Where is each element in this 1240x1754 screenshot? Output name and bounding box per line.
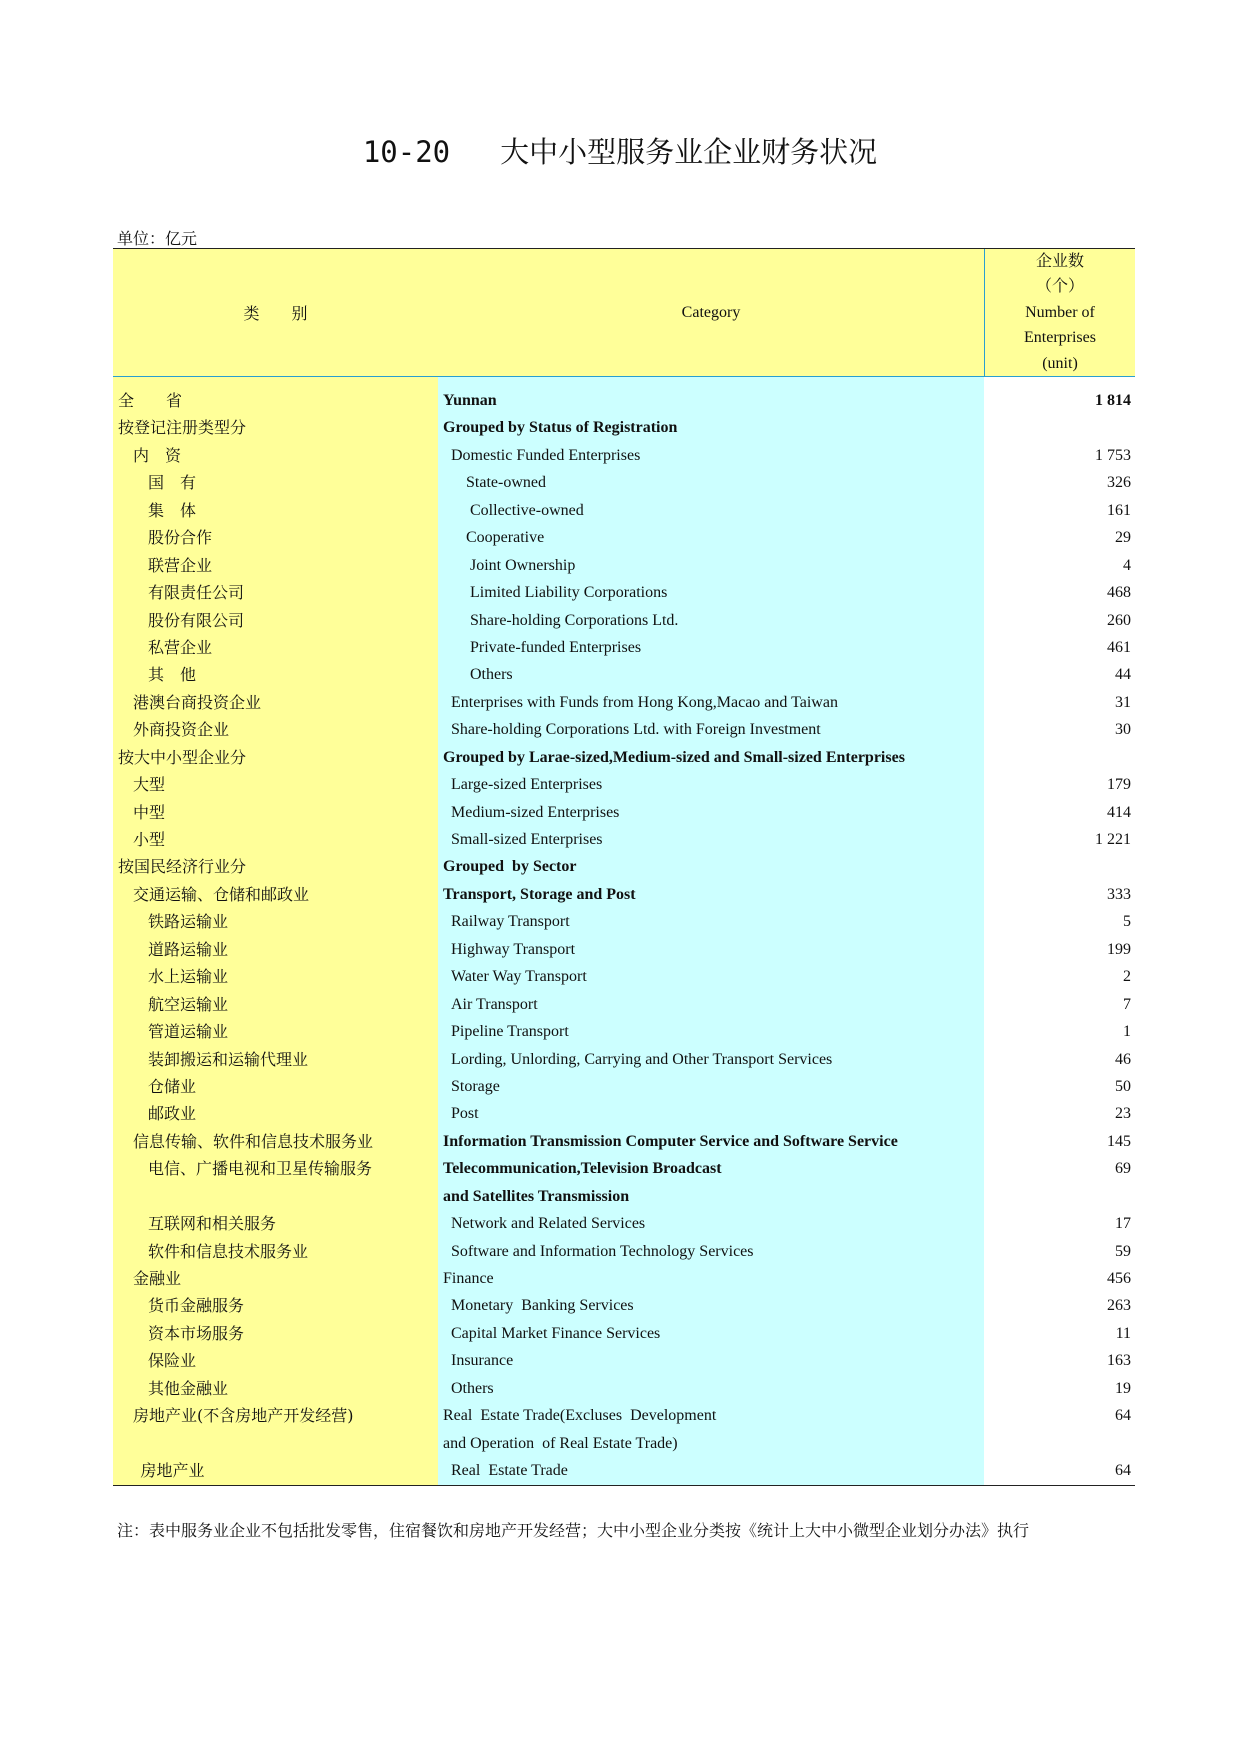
table-row xyxy=(113,1292,1135,1319)
row-category-en: Software and Information Technology Services xyxy=(438,1238,984,1265)
row-category-en: and Satellites Transmission xyxy=(438,1183,984,1210)
table-row xyxy=(113,1018,1135,1045)
table-row xyxy=(113,387,1135,414)
row-category-en: Others xyxy=(438,1375,984,1402)
row-category-zh: 航空运输业 xyxy=(113,991,438,1018)
header-count-line: Number of xyxy=(1025,303,1095,321)
table-row xyxy=(113,1238,1135,1265)
row-category-en: Network and Related Services xyxy=(438,1210,984,1237)
row-enterprise-count: 11 xyxy=(1115,1324,1131,1342)
row-enterprise-count: 44 xyxy=(1115,666,1131,684)
table-row xyxy=(113,799,1135,826)
row-category-en: Domestic Funded Enterprises xyxy=(438,442,984,469)
table-row xyxy=(113,579,1135,606)
row-category-zh: 按登记注册类型分 xyxy=(113,414,438,441)
row-category-en: Collective-owned xyxy=(438,497,984,524)
row-category-zh: 私营企业 xyxy=(113,634,438,661)
table-row xyxy=(113,826,1135,853)
row-category-zh: 港澳台商投资企业 xyxy=(113,689,438,716)
row-category-zh: 管道运输业 xyxy=(113,1018,438,1045)
table-title: 大中小型服务业企业财务状况 xyxy=(500,137,878,169)
row-category-en: Storage xyxy=(438,1073,984,1100)
row-category-en: Post xyxy=(438,1100,984,1127)
row-enterprise-count: 23 xyxy=(1115,1105,1131,1123)
row-category-zh: 仓储业 xyxy=(113,1073,438,1100)
row-category-en: and Operation of Real Estate Trade) xyxy=(438,1430,984,1457)
row-enterprise-count: 326 xyxy=(1107,474,1131,492)
row-category-zh: 国 有 xyxy=(113,469,438,496)
row-enterprise-count: 1 814 xyxy=(1095,392,1131,409)
row-category-en: State-owned xyxy=(438,469,984,496)
row-enterprise-count: 263 xyxy=(1107,1297,1131,1315)
row-category-en: Monetary Banking Services xyxy=(438,1292,984,1319)
row-category-zh: 其 他 xyxy=(113,661,438,688)
row-enterprise-count: 19 xyxy=(1115,1379,1131,1397)
row-category-zh: 互联网和相关服务 xyxy=(113,1210,438,1237)
row-enterprise-count: 179 xyxy=(1107,776,1131,794)
table-row xyxy=(113,881,1135,908)
table-row xyxy=(113,634,1135,661)
row-category-zh: 集 体 xyxy=(113,497,438,524)
table-row xyxy=(113,936,1135,963)
table-row xyxy=(113,469,1135,496)
row-category-zh: 按大中小型企业分 xyxy=(113,744,438,771)
table-row xyxy=(113,1375,1135,1402)
row-enterprise-count: 414 xyxy=(1107,803,1131,821)
table-row xyxy=(113,1128,1135,1155)
row-category-zh: 中型 xyxy=(113,799,438,826)
row-category-zh: 联营企业 xyxy=(113,552,438,579)
table-bottom-rule xyxy=(113,1485,1135,1486)
row-enterprise-count: 161 xyxy=(1107,501,1131,519)
row-enterprise-count: 64 xyxy=(1115,1407,1131,1425)
row-enterprise-count: 2 xyxy=(1123,968,1131,986)
row-enterprise-count: 30 xyxy=(1115,721,1131,739)
row-category-en: Air Transport xyxy=(438,991,984,1018)
table-row xyxy=(113,1320,1135,1347)
unit-label: 单位：亿元 xyxy=(117,231,198,248)
row-category-zh: 邮政业 xyxy=(113,1100,438,1127)
row-category-en: Water Way Transport xyxy=(438,963,984,990)
row-category-en: Cooperative xyxy=(438,524,984,551)
row-category-zh: 全 省 xyxy=(113,387,438,414)
row-category-en: Information Transmission Computer Service and Software Service xyxy=(438,1128,984,1155)
row-enterprise-count: 145 xyxy=(1107,1132,1131,1150)
table-row xyxy=(113,716,1135,743)
table-row xyxy=(113,908,1135,935)
row-category-zh: 小型 xyxy=(113,826,438,853)
row-enterprise-count: 69 xyxy=(1115,1160,1131,1178)
row-category-zh: 电信、广播电视和卫星传输服务 xyxy=(113,1155,438,1182)
data-table xyxy=(113,248,1135,1486)
row-enterprise-count: 163 xyxy=(1107,1352,1131,1370)
header-category-zh: 类 别 xyxy=(113,249,438,377)
table-number: 10-20 xyxy=(362,135,451,169)
table-row xyxy=(113,414,1135,441)
table-row xyxy=(113,1210,1135,1237)
row-category-zh: 大型 xyxy=(113,771,438,798)
row-category-en: Large-sized Enterprises xyxy=(438,771,984,798)
spacer-en xyxy=(438,377,984,387)
header-count-line: Enterprises xyxy=(1024,329,1096,347)
row-category-en: Small-sized Enterprises xyxy=(438,826,984,853)
row-category-zh: 交通运输、仓储和邮政业 xyxy=(113,881,438,908)
row-category-zh xyxy=(113,1183,438,1210)
row-category-zh: 铁路运输业 xyxy=(113,908,438,935)
header-count-line: （个） xyxy=(1035,278,1084,296)
row-category-zh: 金融业 xyxy=(113,1265,438,1292)
row-enterprise-count: 59 xyxy=(1115,1242,1131,1260)
header-enterprise-count xyxy=(984,249,1135,377)
row-category-en: Real Estate Trade xyxy=(438,1457,984,1484)
table-row xyxy=(113,1183,1135,1210)
table-row xyxy=(113,744,1135,771)
row-category-en: Real Estate Trade(Excluses Development xyxy=(438,1402,984,1429)
table-row xyxy=(113,1347,1135,1374)
row-category-zh: 信息传输、软件和信息技术服务业 xyxy=(113,1128,438,1155)
row-category-zh xyxy=(113,1430,438,1457)
row-category-zh: 内 资 xyxy=(113,442,438,469)
header-count-line: (unit) xyxy=(1042,354,1078,372)
row-enterprise-count xyxy=(984,1430,1135,1457)
row-category-zh: 资本市场服务 xyxy=(113,1320,438,1347)
row-category-zh: 保险业 xyxy=(113,1347,438,1374)
header-count-line: 企业数 xyxy=(1035,252,1084,270)
row-enterprise-count: 456 xyxy=(1107,1270,1131,1287)
header-spacer xyxy=(113,377,1135,387)
row-category-en: Transport, Storage and Post xyxy=(438,881,984,908)
header-category-en: Category xyxy=(438,249,984,377)
row-category-en: Grouped by Sector xyxy=(438,853,984,880)
row-category-en: Finance xyxy=(438,1265,984,1292)
page-title xyxy=(0,130,1240,171)
table-row xyxy=(113,1457,1135,1484)
table-header xyxy=(113,248,1135,377)
row-category-zh: 外商投资企业 xyxy=(113,716,438,743)
table-row xyxy=(113,1046,1135,1073)
table-row xyxy=(113,607,1135,634)
row-category-en: Joint Ownership xyxy=(438,552,984,579)
table-row xyxy=(113,442,1135,469)
row-category-zh: 道路运输业 xyxy=(113,936,438,963)
row-category-zh: 装卸搬运和运输代理业 xyxy=(113,1046,438,1073)
row-enterprise-count: 1 221 xyxy=(1095,831,1131,848)
row-category-en: Telecommunication,Television Broadcast xyxy=(438,1155,984,1182)
row-enterprise-count: 199 xyxy=(1107,940,1131,958)
row-category-en: Railway Transport xyxy=(438,908,984,935)
row-category-en: Others xyxy=(438,661,984,688)
row-enterprise-count: 50 xyxy=(1115,1077,1131,1095)
row-enterprise-count: 64 xyxy=(1115,1462,1131,1480)
row-category-en: Private-funded Enterprises xyxy=(438,634,984,661)
row-category-en: Pipeline Transport xyxy=(438,1018,984,1045)
row-category-zh: 房地产业 xyxy=(113,1457,438,1484)
table-row xyxy=(113,1430,1135,1457)
table-row xyxy=(113,1155,1135,1182)
row-category-zh: 软件和信息技术服务业 xyxy=(113,1238,438,1265)
row-enterprise-count: 260 xyxy=(1107,611,1131,629)
row-enterprise-count: 46 xyxy=(1115,1050,1131,1068)
row-category-en: Yunnan xyxy=(438,387,984,414)
table-row xyxy=(113,661,1135,688)
row-enterprise-count: 31 xyxy=(1115,693,1131,711)
table-row xyxy=(113,552,1135,579)
row-enterprise-count: 5 xyxy=(1123,913,1131,931)
table-row xyxy=(113,853,1135,880)
row-enterprise-count: 333 xyxy=(1107,885,1131,903)
table-body xyxy=(113,387,1135,1485)
row-category-zh: 其他金融业 xyxy=(113,1375,438,1402)
row-enterprise-count xyxy=(984,744,1135,771)
row-enterprise-count: 17 xyxy=(1115,1215,1131,1233)
row-category-en: Insurance xyxy=(438,1347,984,1374)
table-row xyxy=(113,1402,1135,1429)
row-category-en: Lording, Unlording, Carrying and Other Transport Services xyxy=(438,1046,984,1073)
table-row xyxy=(113,991,1135,1018)
table-row xyxy=(113,1265,1135,1292)
row-category-en: Grouped by Larae-sized,Medium-sized and Small-sized Enterprises xyxy=(438,744,984,771)
row-category-zh: 股份有限公司 xyxy=(113,607,438,634)
row-category-zh: 按国民经济行业分 xyxy=(113,853,438,880)
row-enterprise-count: 1 753 xyxy=(1095,446,1131,464)
table-row xyxy=(113,771,1135,798)
table-row xyxy=(113,497,1135,524)
table-row xyxy=(113,1073,1135,1100)
row-enterprise-count: 468 xyxy=(1107,584,1131,602)
row-enterprise-count xyxy=(984,414,1135,441)
row-category-en: Share-holding Corporations Ltd. with Foreign Investment xyxy=(438,716,984,743)
table-row xyxy=(113,524,1135,551)
spacer-zh xyxy=(113,377,438,387)
row-enterprise-count xyxy=(984,1183,1135,1210)
footnote: 注：表中服务业企业不包括批发零售，住宿餐饮和房地产开发经营；大中小型企业分类按《统计上大中小微型企业划分办法》执行 xyxy=(117,1521,1030,1540)
row-enterprise-count: 461 xyxy=(1107,638,1131,656)
table-row xyxy=(113,689,1135,716)
row-enterprise-count: 4 xyxy=(1123,556,1131,574)
row-enterprise-count: 29 xyxy=(1115,529,1131,547)
row-category-en: Enterprises with Funds from Hong Kong,Macao and Taiwan xyxy=(438,689,984,716)
row-category-zh: 货币金融服务 xyxy=(113,1292,438,1319)
row-enterprise-count: 1 xyxy=(1123,1023,1131,1041)
row-enterprise-count: 7 xyxy=(1123,995,1131,1013)
row-category-en: Share-holding Corporations Ltd. xyxy=(438,607,984,634)
row-category-zh: 有限责任公司 xyxy=(113,579,438,606)
row-category-en: Limited Liability Corporations xyxy=(438,579,984,606)
spacer-val xyxy=(984,377,1135,387)
row-category-en: Medium-sized Enterprises xyxy=(438,799,984,826)
row-category-en: Grouped by Status of Registration xyxy=(438,414,984,441)
table-row xyxy=(113,1100,1135,1127)
row-category-zh: 股份合作 xyxy=(113,524,438,551)
row-enterprise-count xyxy=(984,853,1135,880)
row-category-en: Capital Market Finance Services xyxy=(438,1320,984,1347)
row-category-zh: 房地产业(不含房地产开发经营) xyxy=(113,1402,438,1429)
row-category-zh: 水上运输业 xyxy=(113,963,438,990)
row-category-en: Highway Transport xyxy=(438,936,984,963)
table-row xyxy=(113,963,1135,990)
